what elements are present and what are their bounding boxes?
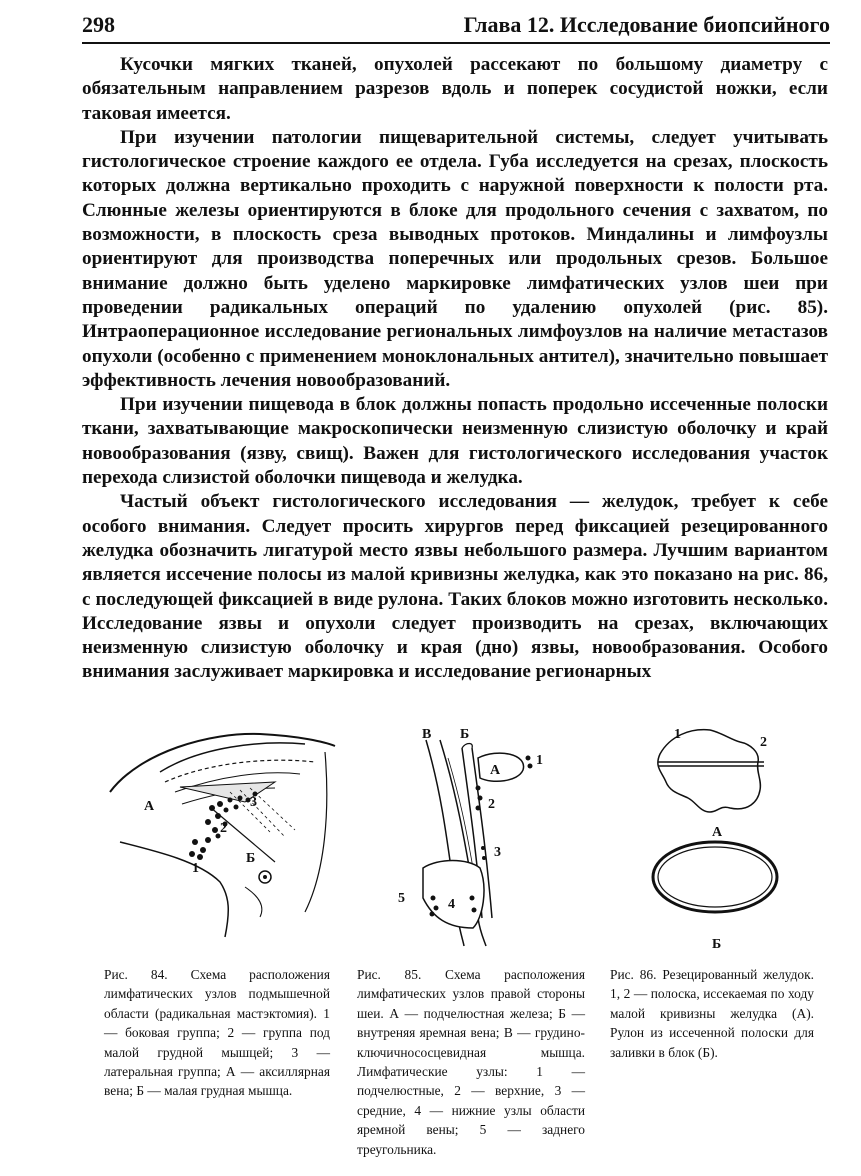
label-b: Б [460, 727, 470, 742]
label-2: 2 [220, 821, 227, 836]
paragraph: При изучении патологии пищеварительной системы, следует учитывать гистологическое строение каждого ее отдела. Губа исследуется на срезах, плоскость которых должна вертикально проходить с наружной поверхности к полости рта. Слюнные железы ориентируются в блоке для продольного сечения с захватом, по возможности, в плоскость среза выводных протоков. Миндалины и лимфоузлы ориентируют для производства поперечных или продольных срезов. Большое внимание должно быть уделено маркировке лимфатических узлов шеи при проведении радикальных операций по удалению опухолей (рис. 85). Интраоперационное исследование региональных лимфоузлов на наличие метастазов опухоли (особенно с применением моноклональных антител), значительно повышает эффективность лечения новообразований. [82, 126, 828, 391]
page-number: 298 [82, 12, 115, 37]
paragraph: При изучении пищевода в блок должны попасть продольно иссеченные полоски ткани, захватывающие макроскопически неизменную слизистую оболочку и край новообразования (язву, свищ). Важен для гистологического исследования участок перехода слизистой оболочки пищевода и желудка. [82, 394, 828, 489]
label-3: 3 [494, 845, 501, 860]
body-text [82, 53, 828, 685]
label-a: А [144, 799, 155, 814]
running-header [82, 8, 830, 44]
label-5: 5 [398, 891, 405, 906]
label-3: 3 [250, 795, 257, 810]
figure-84-illustration [100, 712, 340, 942]
label-4: 4 [448, 897, 455, 912]
figure-85-caption: Рис. 85. Схема расположения лимфатических узлов правой стороны шеи. А — подчелюстная железа; Б — внутреняя яремная вена; В — грудино-ключичнососцевидная мышца. Лимфатические узлы: 1 — подчелюстные, 2 — верхние, 3 — средние, 4 — нижние узлы области яремной вены; 5 — заднего треугольника. [357, 967, 585, 1157]
label-2: 2 [488, 797, 495, 812]
label-2: 2 [760, 735, 767, 750]
label-v: В [422, 727, 432, 742]
label-1: 1 [536, 753, 543, 768]
label-a: А [712, 825, 723, 840]
figure-86-illustration [640, 712, 800, 952]
label-a: А [490, 763, 501, 778]
label-b: Б [246, 851, 256, 866]
label-b: Б [712, 937, 722, 952]
figure-84-caption: Рис. 84. Схема расположения лимфатических узлов подмышечной области (радикальная мастэктомия). 1 — боковая группа; 2 — группа под малой грудной мышцей; 3 — латеральная группа; А — аксиллярная вена; Б — малая грудная мышца. [104, 967, 330, 1099]
figure-85-illustration [388, 718, 558, 948]
label-1: 1 [674, 727, 681, 742]
paragraph: Частый объект гистологического исследования — желудок, требует к себе особого внимания. Следует просить хирургов перед фиксацией резецированного желудка обозначить лигатурой место язвы небольшого размера. Лучшим вариантом является иссечение полосы из малой кривизны желудка, как это показано на рис. 86, с последующей фиксацией в виде рулона. Таких блоков можно изготовить несколько. Исследование язвы и опухоли следует производить на срезах, включающих неизменную слизистую оболочку и края (дно) язвы, новообразования. Особого внимания заслуживает маркировка и исследование регионарных [82, 491, 828, 683]
chapter-title: Глава 12. Исследование биопсийного [463, 12, 830, 37]
label-1: 1 [192, 861, 199, 876]
figure-86-caption: Рис. 86. Резецированный желудок. 1, 2 — полоска, иссекаемая по ходу малой кривизны желудка (А). Рулон из иссеченной полоски для заливки в блок (Б). [610, 967, 814, 1060]
paragraph: Кусочки мягких тканей, опухолей рассекают по большому диаметру с обязательным направлением разрезов вдоль и поперек сосудистой ножки, если таковая имеется. [82, 54, 828, 124]
